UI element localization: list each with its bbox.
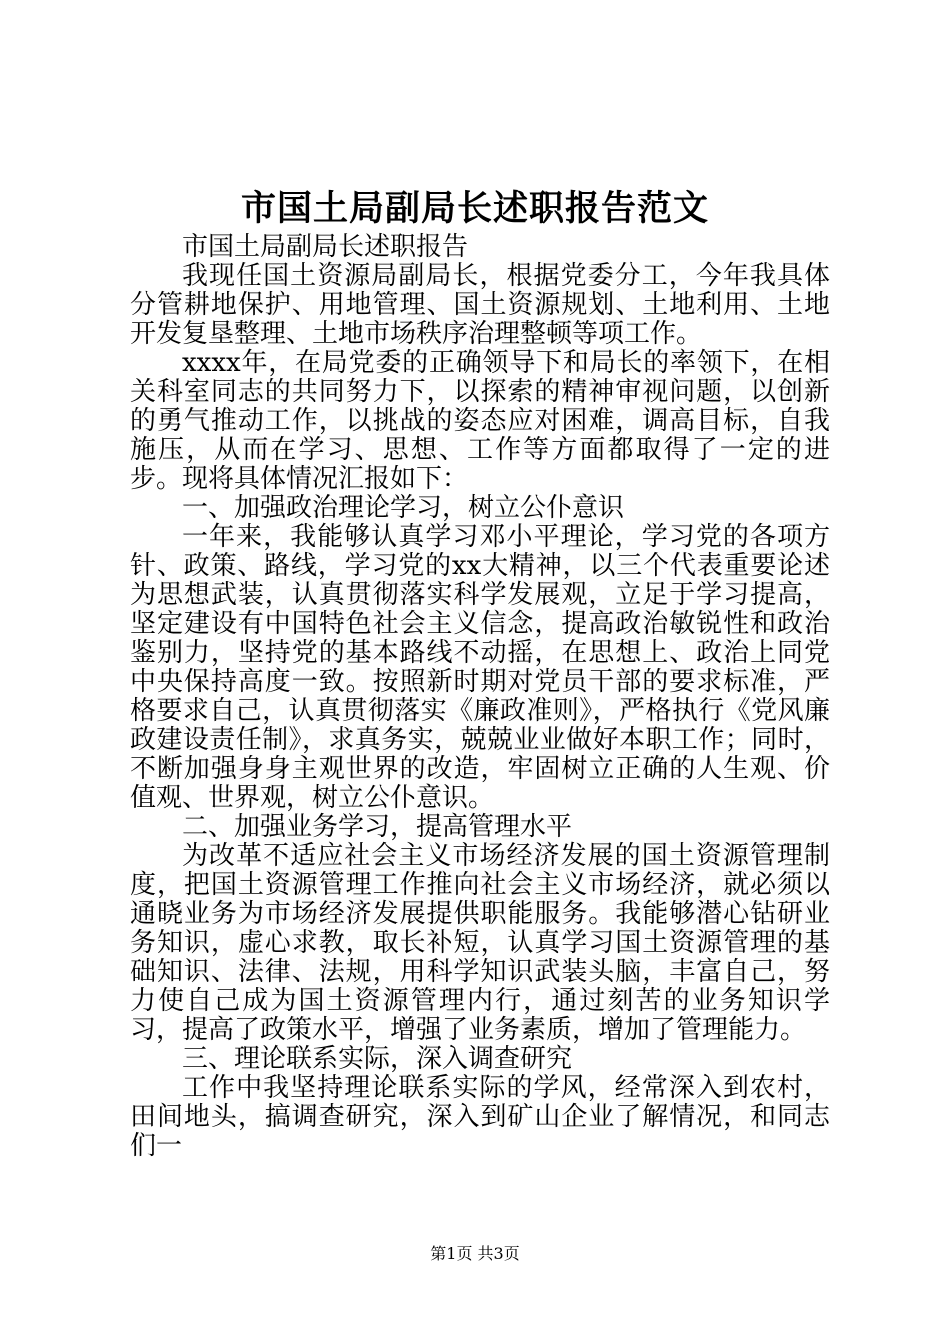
section-heading-3: 三、理论联系实际，深入调查研究 [182,1044,573,1074]
paragraph-overview: xxxx年，在局党委的正确领导下和局长的率领下，在相关科室同志的共同努力下，以探索的精神审视问题，以创新的勇气推动工作，以挑战的姿态应对困难，调高目标，自我施压，从而在学习、思想、工作等方面都取得了一定的进步。现将具体情况汇报如下： [130,348,830,494]
paragraph-section-3: 工作中我坚持理论联系实际的学风，经常深入到农村，田间地头，搞调查研究，深入到矿山企业了解情况，和同志们一 [130,1073,830,1161]
paragraph-intro: 我现任国土资源局副局长，根据党委分工，今年我具体分管耕地保护、用地管理、国土资源规划、土地利用、土地开发复垦整理、土地市场秩序治理整顿等项工作。 [130,261,830,349]
document-title: 市国土局副局长述职报告范文 [240,188,709,229]
section-heading-2: 二、加强业务学习，提高管理水平 [182,812,573,842]
paragraph-subtitle: 市国土局副局长述职报告 [182,232,469,262]
document-body [130,233,830,1161]
section-heading-1: 一、加强政治理论学习，树立公仆意识 [182,493,625,523]
page-footer: 第1页 共3页 [430,1244,520,1263]
paragraph-section-1: 一年来，我能够认真学习邓小平理论，学习党的各项方针、政策、路线，学习党的xx大精神，以三个代表重要论述为思想武装，认真贯彻落实科学发展观，立足于学习提高，坚定建设有中国特色社会主义信念，提高政治敏锐性和政治鉴别力，坚持党的基本路线不动摇，在思想上、政治上同党中央保持高度一致。按照新时期对党员干部的要求标准，严格要求自己，认真贯彻落实《廉政准则》，严格执行《党风廉政建设责任制》，求真务实，兢兢业业做好本职工作；同时，不断加强身身主观世界的改造，牢固树立正确的人生观、价值观、世界观，树立公仆意识。 [130,522,830,813]
paragraph-section-2: 为改革不适应社会主义市场经济发展的国土资源管理制度，把国土资源管理工作推向社会主义市场经济，就必须以通晓业务为市场经济发展提供职能服务。我能够潜心钻研业务知识，虚心求教，取长补短，认真学习国土资源管理的基础知识、法律、法规，用科学知识武装头脑，丰富自己，努力使自己成为国土资源管理内行，通过刻苦的业务知识学习，提高了政策水平，增强了业务素质，增加了管理能力。 [130,841,830,1045]
